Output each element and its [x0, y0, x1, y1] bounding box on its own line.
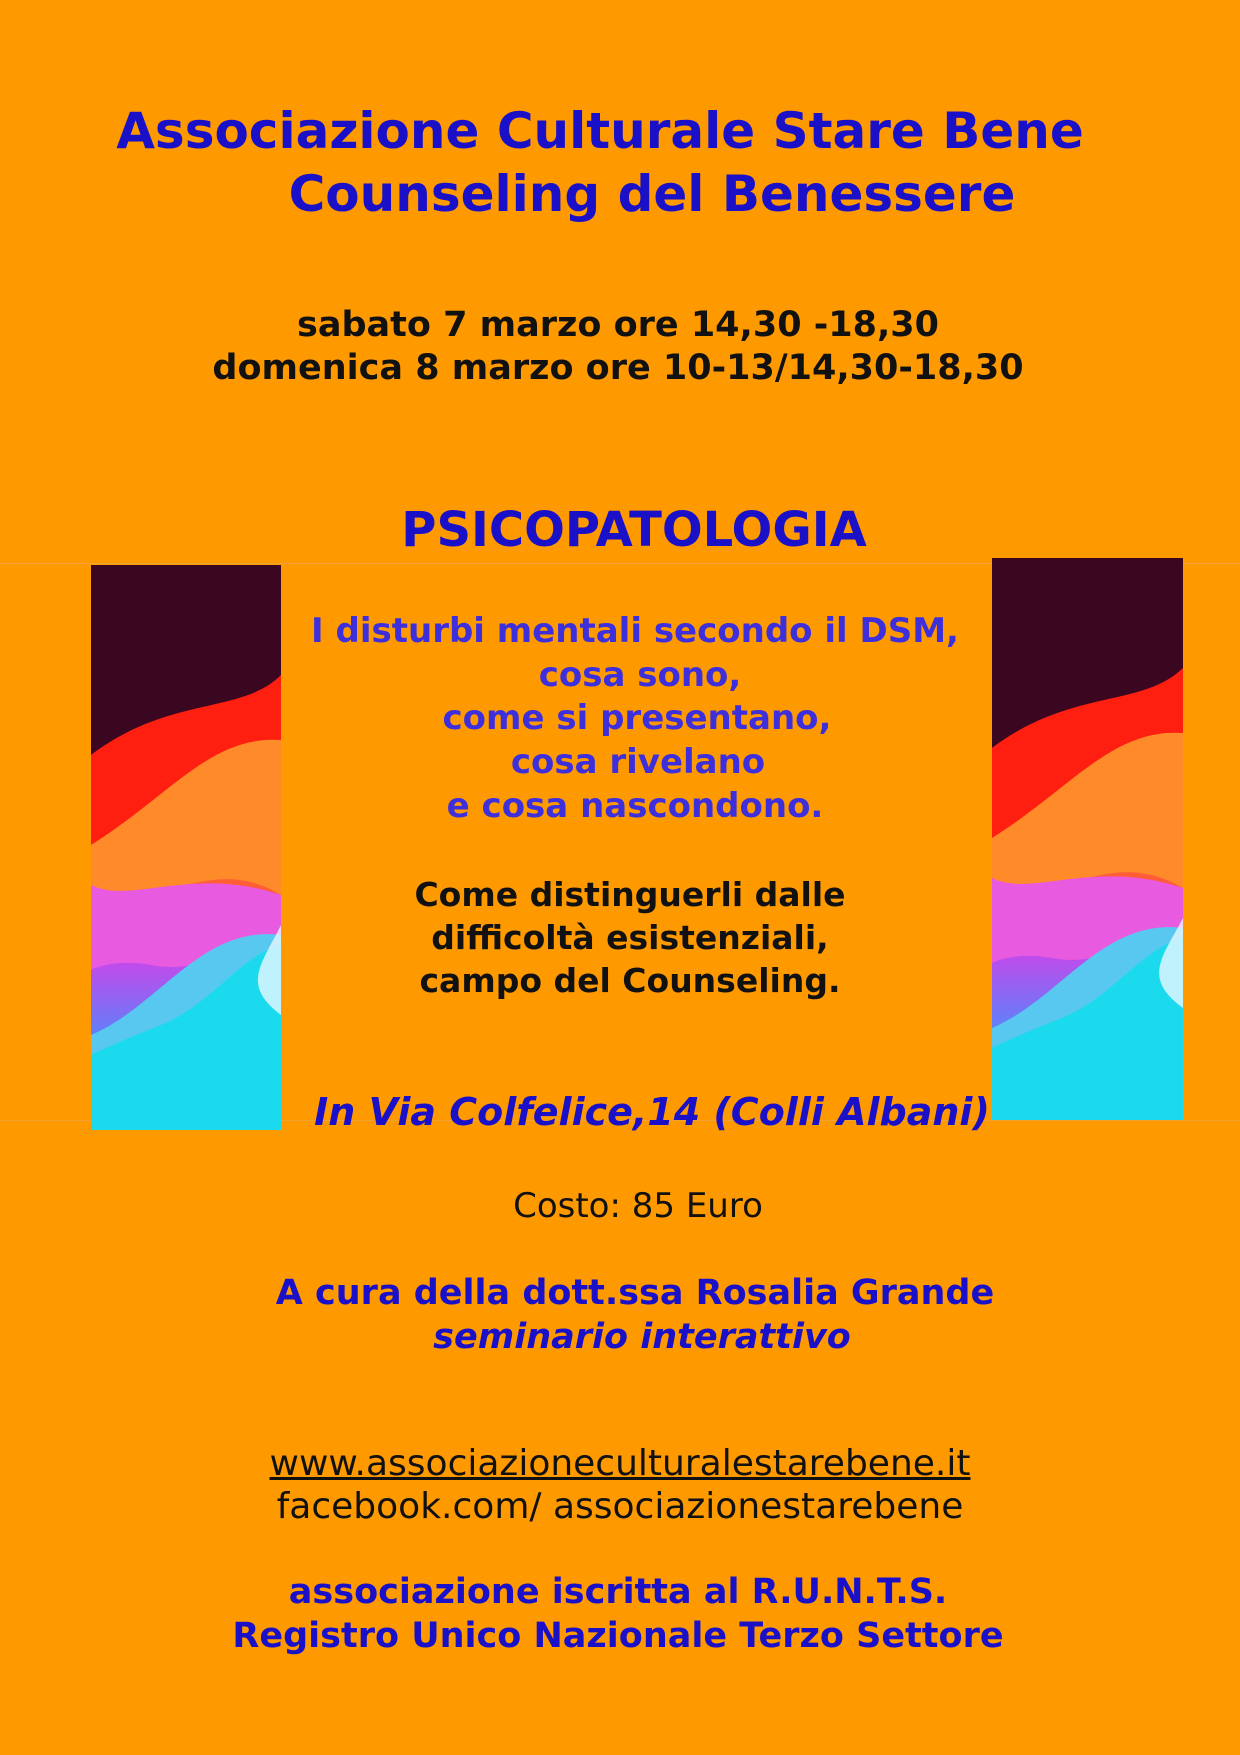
website-link[interactable] [0, 1443, 1240, 1484]
schedule-sunday: domenica 8 marzo ore 10-13/14,30-18,30 [212, 348, 1024, 388]
event-address: In Via Colfelice,14 (Colli Albani) [314, 1090, 990, 1134]
subtitle-line: cosa sono, [538, 655, 742, 695]
organizer-name: A cura della dott.ssa Rosalia Grande [275, 1273, 995, 1313]
association-name: Associazione Culturale Stare Bene [116, 102, 1084, 160]
subtitle-line: e cosa nascondono. [446, 786, 824, 826]
association-subtitle: Counseling del Benessere [288, 165, 1016, 223]
seminar-type: seminario interattivo [433, 1317, 851, 1357]
description-line: campo del Counseling. [419, 961, 841, 1000]
facebook-link[interactable]: facebook.com/ associazionestarebene [276, 1486, 964, 1527]
subtitle-line: I disturbi mentali secondo il DSM, [311, 611, 959, 651]
registration-full-name: Registro Unico Nazionale Terzo Settore [232, 1616, 1004, 1656]
event-title: PSICOPATOLOGIA [401, 502, 867, 558]
website-link-text[interactable]: www.associazioneculturalestarebene.it [269, 1443, 971, 1484]
subtitle-line: come si presentano, [442, 698, 832, 738]
description-line: Come distinguerli dalle [414, 875, 846, 914]
registration-line: associazione iscritta al R.U.N.T.S. [288, 1572, 948, 1612]
event-cost: Costo: 85 Euro [513, 1186, 763, 1226]
schedule-saturday: sabato 7 marzo ore 14,30 -18,30 [297, 305, 939, 345]
description-line: difficoltà esistenziali, [431, 918, 829, 957]
subtitle-line: cosa rivelano [510, 742, 766, 782]
